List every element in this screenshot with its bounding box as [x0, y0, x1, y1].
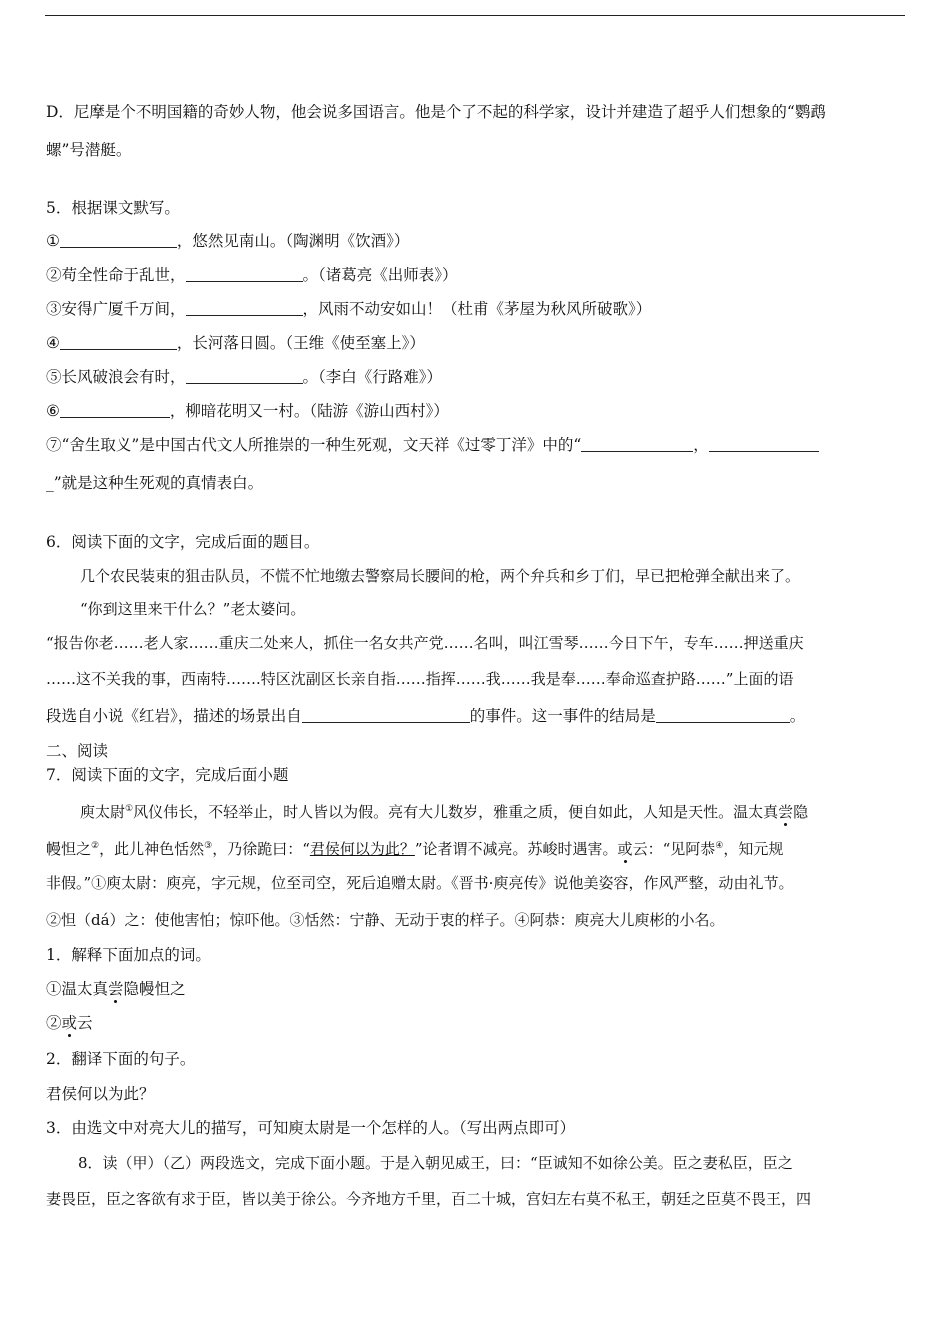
item-text: ①温太真 — [46, 980, 109, 998]
q6-title: 6．阅读下面的文字，完成后面的题目。 — [46, 533, 320, 551]
q7-title: 7．阅读下面的文字，完成后面小题 — [46, 766, 289, 784]
q6-passage-p1: 几个农民装束的狙击队员，不慌不忙地缴去警察局长腰间的枪，两个弁兵和乡丁们，早已把枪弹全献出来了。 — [80, 567, 801, 585]
passage-text: 风仪伟长，不轻举止，时人皆以为假。亮有大儿数岁，雅重之质，便自如此，人知是天性。温太真 — [133, 803, 779, 821]
item-text: ② — [46, 1014, 62, 1032]
dotted-word: 或 — [61, 1014, 78, 1032]
item-text-post: ，柳暗花明又一村。（陆游《游山西村》） — [169, 402, 449, 420]
q7-footnote-2: ②怛（dá）之：使他害怕；惊吓他。③恬然：宁静、无动于衷的样子。④阿恭：庾亮大儿庾彬的小名。 — [46, 911, 725, 929]
question-text: 的事件。这一事件的结局是 — [469, 707, 656, 725]
question-text: 。 — [789, 707, 806, 725]
passage-text: 云：“见阿恭 — [632, 840, 716, 858]
q5-item-4 — [46, 333, 425, 353]
item-text-pre: ③安得广厦千万间， — [46, 300, 186, 318]
q7-footnote-1: 非假。”①庾太尉：庾亮，字元规，位至司空，死后追赠太尉。《晋书·庾亮传》说他美姿容，作风严整，动由礼节。 — [46, 874, 794, 892]
item-text-pre: ②苟全性命于乱世， — [46, 266, 186, 284]
passage-text: ”论者谓不减亮。苏峻时遇害。 — [414, 840, 618, 858]
item-text-post: ，长河落日圆。（王维《使至塞上》） — [176, 334, 425, 352]
q8-line1: 8．读（甲）（乙）两段选文，完成下面小题。于是入朝见威王，曰：“臣诚知不如徐公美。臣之妻私臣，臣之 — [78, 1154, 793, 1172]
answer-blank[interactable] — [60, 403, 170, 418]
q5-item-6 — [46, 401, 449, 421]
passage-text: 庾太尉 — [80, 803, 126, 821]
underlined-sentence: 君侯何以为此？ — [309, 840, 415, 858]
option-d-line1: D．尼摩是个不明国籍的奇妙人物，他会说多国语言。他是个了不起的科学家，设计并建造了超乎人们想象的“鹦鹉 — [46, 103, 826, 121]
item-text-post: ，悠然见南山。（陶渊明《饮酒》） — [176, 232, 410, 250]
item-text: ”就是这种生死观的真情表白。 — [53, 474, 264, 492]
answer-blank[interactable] — [60, 335, 177, 350]
header-rule — [45, 15, 905, 16]
footnote-mark: ③ — [204, 841, 213, 851]
answer-blank[interactable] — [186, 301, 303, 316]
item-text-pre: ⑥ — [46, 402, 60, 420]
answer-blank[interactable] — [656, 708, 790, 723]
q6-passage-p4: ……这不关我的事，西南特…….特区沈副区长亲自指……指挥……我……我是奉……奉命巡查护路……”上面的语 — [46, 670, 794, 688]
item-text-post: 。（诸葛亮《出师表》） — [302, 266, 458, 284]
q6-passage-p3: “报告你老……老人家……重庆二处来人，抓住一名女共产党……名叫，叫江雪琴……今日下午，专车……押送重庆 — [46, 634, 804, 652]
answer-blank[interactable] — [186, 369, 303, 384]
q7-sub2-title: 2．翻译下面的句子。 — [46, 1050, 196, 1068]
item-text-post: 。（李白《行路难》） — [302, 368, 443, 386]
q5-item-2 — [46, 265, 458, 285]
item-text-pre: ④ — [46, 334, 60, 352]
q7-passage-p2 — [46, 836, 783, 859]
q8-line2: 妻畏臣，臣之客欲有求于臣，皆以美于徐公。今齐地方千里，百二十城，宫妇左右莫不私王，朝廷之臣莫不畏王，四 — [46, 1190, 812, 1208]
question-text: 段选自小说《红岩》，描述的场景出自 — [46, 707, 302, 725]
footnote-mark: ④ — [715, 841, 724, 851]
q5-item-7-line2 — [46, 473, 263, 493]
footnote-mark: ① — [125, 804, 134, 814]
answer-blank[interactable] — [302, 708, 470, 723]
dotted-word: 尝 — [108, 980, 124, 998]
q7-sub1-item2 — [46, 1013, 93, 1033]
q6-question-line — [46, 706, 805, 726]
q5-item-1 — [46, 231, 409, 251]
footnote-mark: ② — [91, 841, 100, 851]
q5-title: 5．根据课文默写。 — [46, 199, 180, 217]
item-text: ， — [693, 436, 709, 454]
item-text: ⑦“舍生取义”是中国古代文人所推崇的一种生死观，文天祥《过零丁洋》中的“ — [46, 436, 582, 454]
passage-text: 隐 — [793, 803, 809, 821]
dotted-word: 尝 — [778, 803, 794, 821]
item-text-pre: ① — [46, 232, 60, 250]
item-text-post: ，风雨不动安如山！（杜甫《茅屋为秋风所破歌》） — [302, 300, 652, 318]
answer-blank[interactable] — [709, 437, 819, 452]
passage-text: ，乃徐跪曰：“ — [212, 840, 310, 858]
answer-blank[interactable] — [581, 437, 693, 452]
dotted-word: 或 — [617, 840, 633, 858]
q7-sub1-title: 1．解释下面加点的词。 — [46, 946, 211, 964]
item-text: 云 — [77, 1014, 93, 1032]
q5-item-3 — [46, 299, 651, 319]
passage-text: ，知元规 — [723, 840, 784, 858]
passage-text: 幔怛之 — [46, 840, 92, 858]
answer-blank[interactable] — [60, 233, 177, 248]
q7-passage-p1 — [80, 799, 808, 822]
q5-item-7-line1 — [46, 435, 819, 455]
item-text: _ — [46, 474, 54, 492]
answer-blank[interactable] — [186, 267, 303, 282]
option-d-line2: 螺”号潜艇。 — [46, 141, 132, 159]
q7-sub3-title: 3．由选文中对亮大儿的描写，可知庾太尉是一个怎样的人。（写出两点即可） — [46, 1119, 576, 1137]
q6-passage-p2: “你到这里来干什么？”老太婆问。 — [80, 600, 306, 618]
item-text: 隐幔怛之 — [123, 980, 186, 998]
q5-item-5 — [46, 367, 442, 387]
q7-sub2-sentence: 君侯何以为此？ — [46, 1085, 155, 1103]
item-text-pre: ⑤长风破浪会有时， — [46, 368, 186, 386]
passage-text: ，此儿神色恬然 — [99, 840, 205, 858]
section-heading-reading: 二、阅读 — [46, 742, 109, 760]
q7-sub1-item1 — [46, 979, 186, 999]
